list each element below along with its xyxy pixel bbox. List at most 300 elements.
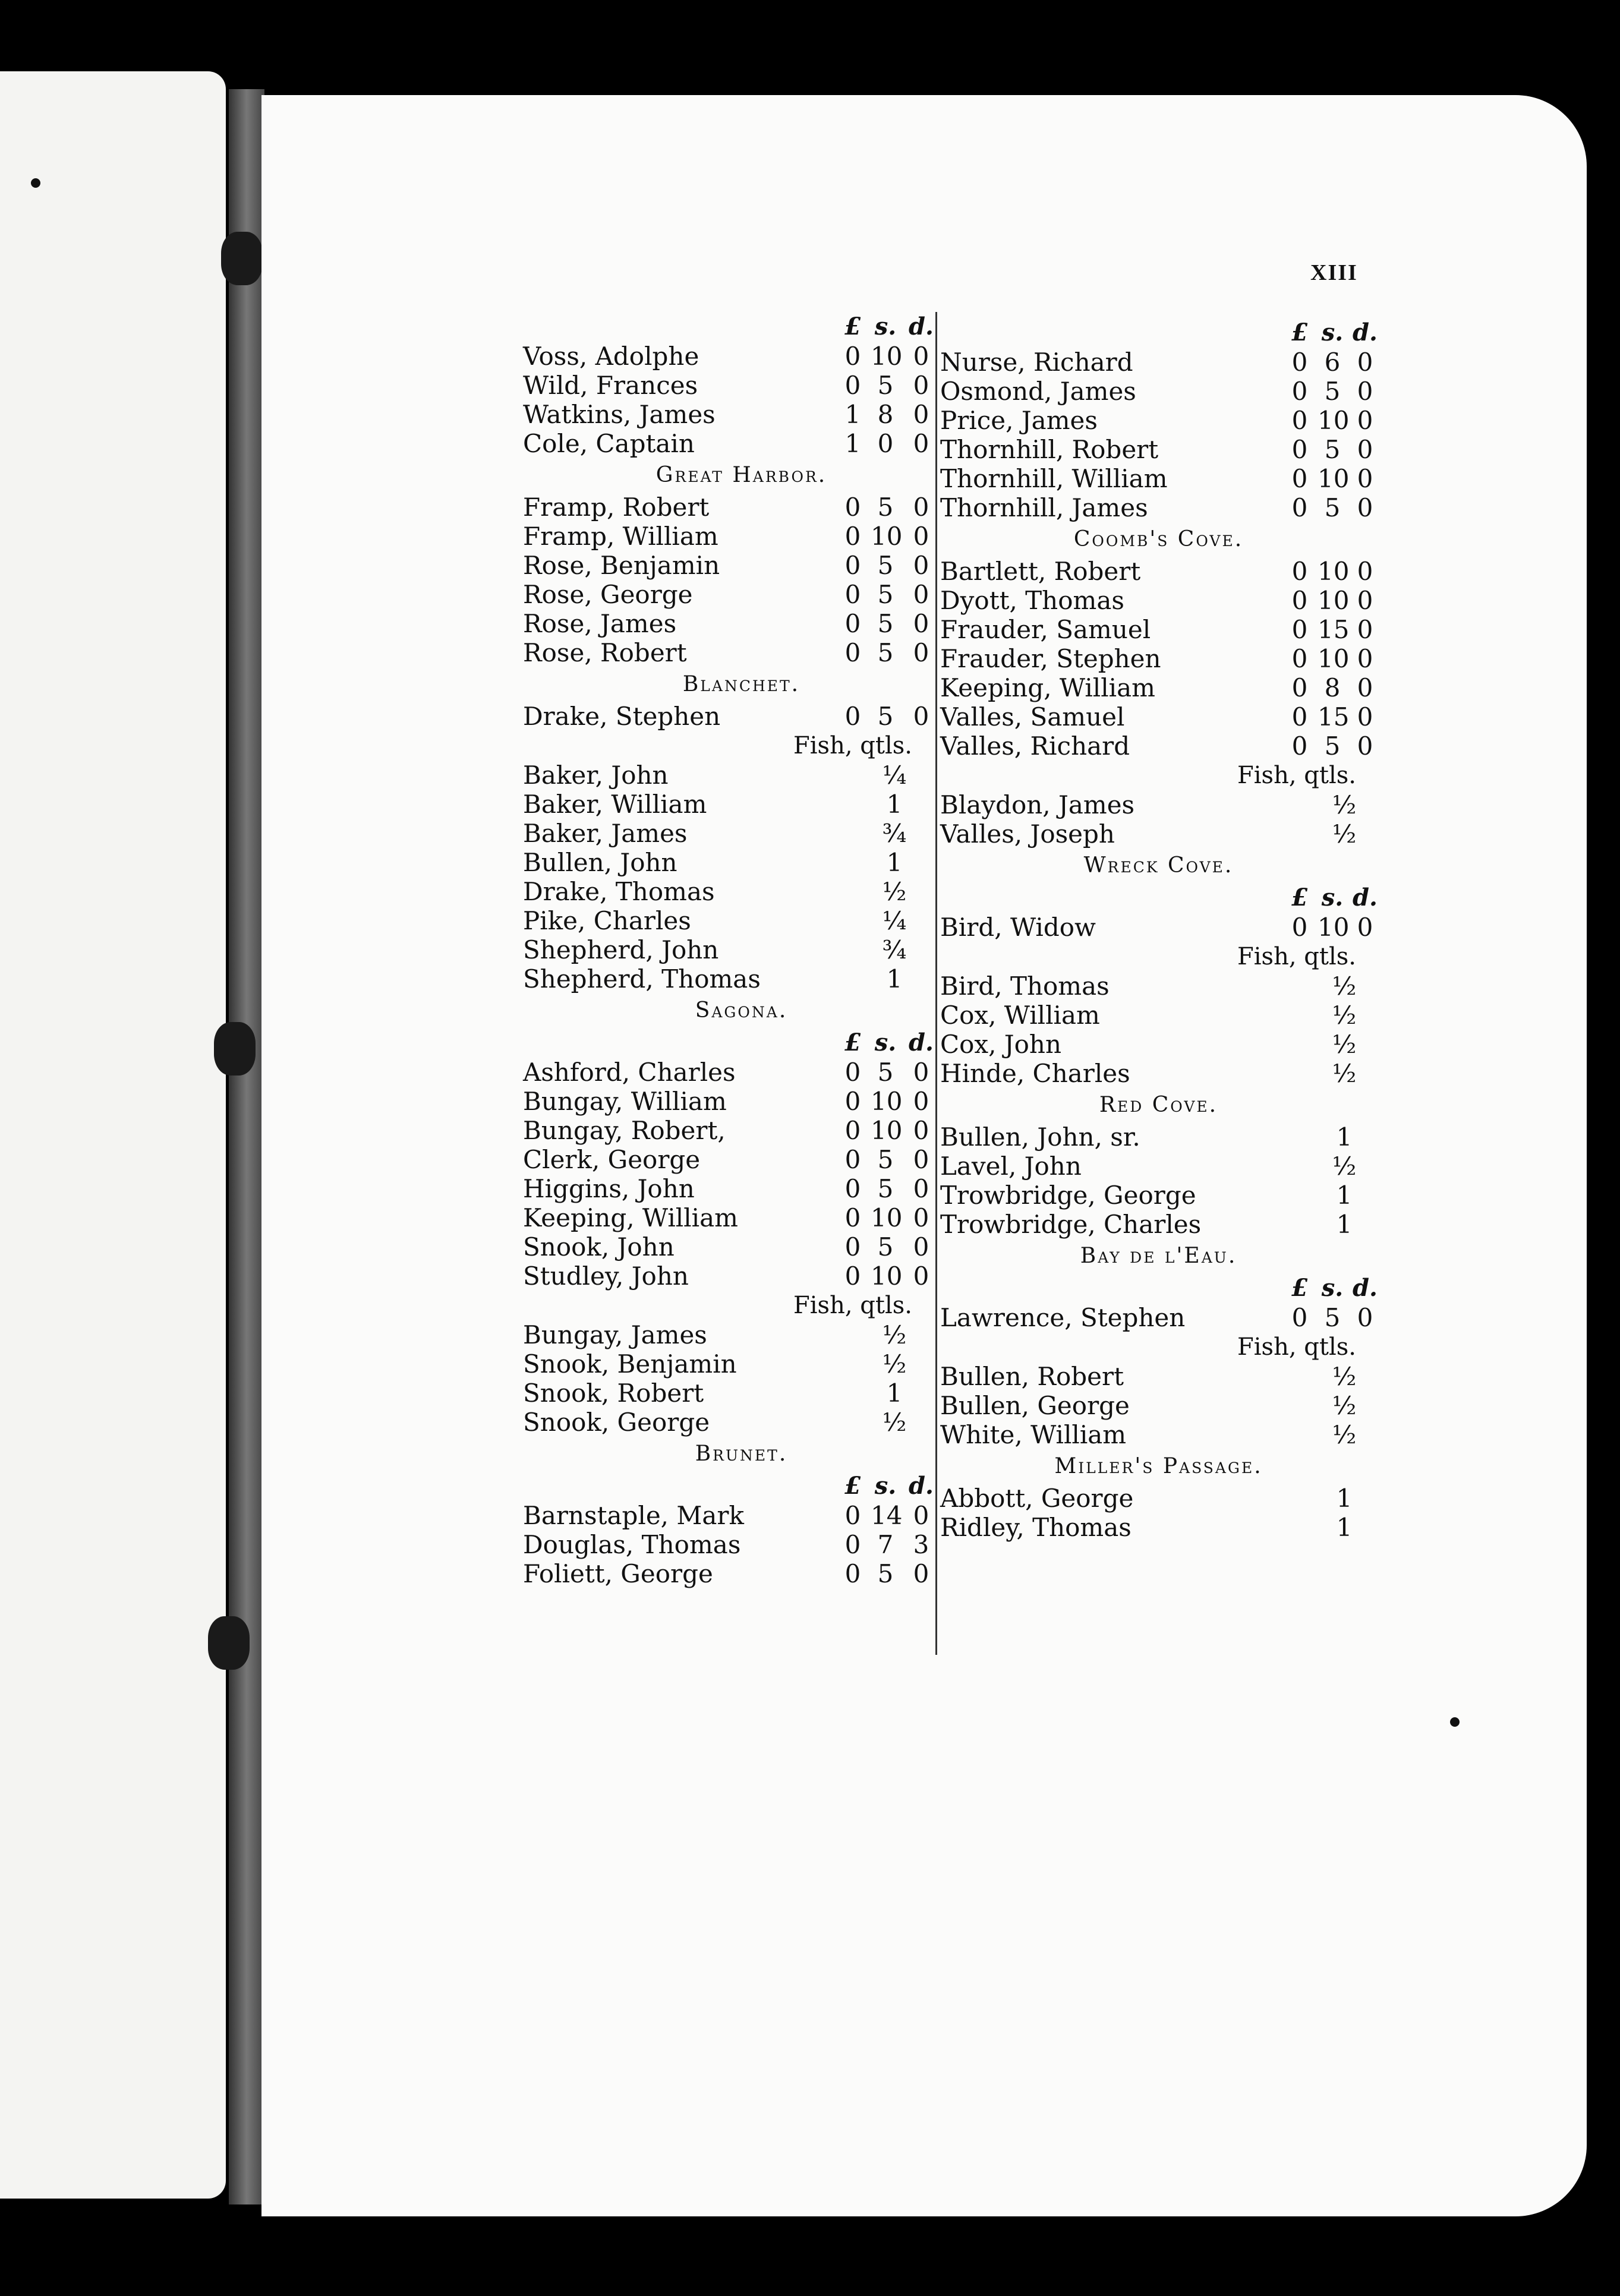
pence-label: d. <box>909 1029 934 1056</box>
subscriber-name: Clerk, George <box>523 1145 701 1174</box>
subscriber-name: Bird, Widow <box>940 913 1096 942</box>
subscriber-name: Foliett, George <box>523 1559 713 1588</box>
subscriber-row <box>523 1203 960 1232</box>
amount-pounds: 0 <box>844 522 861 551</box>
subscriber-row <box>523 609 960 638</box>
amount-pence: 0 <box>913 609 929 638</box>
subscriber-name: Snook, John <box>523 1232 675 1261</box>
subscriber-name: Ashford, Charles <box>523 1058 736 1087</box>
amount-pence: 0 <box>913 1559 929 1588</box>
subscriber-name: Bullen, George <box>940 1391 1130 1420</box>
subscriber-row <box>940 644 1377 673</box>
fish-quantity: ½ <box>1332 1059 1357 1088</box>
subscriber-row <box>523 371 960 400</box>
amount-shillings: 5 <box>1324 435 1341 464</box>
fish-header <box>940 942 1377 972</box>
amount-shillings: 10 <box>871 522 903 551</box>
fish-header <box>940 1332 1377 1362</box>
amount-shillings: 5 <box>877 1559 894 1588</box>
subscriber-name: Watkins, James <box>523 400 716 429</box>
shilling-label: s. <box>1321 318 1344 346</box>
left-column <box>523 312 960 1588</box>
amount-pence: 0 <box>913 493 929 522</box>
subscriber-row <box>940 1059 1377 1088</box>
subscriber-name: Rose, James <box>523 609 677 638</box>
binding-thread-knot <box>221 232 263 285</box>
amount-shillings: 8 <box>1324 673 1341 702</box>
subscriber-row <box>940 1152 1377 1181</box>
amount-shillings: 5 <box>1324 493 1341 522</box>
shilling-label: s. <box>874 313 897 340</box>
section-heading: Wreck Cove. <box>1083 853 1234 878</box>
subscriber-name: Barnstaple, Mark <box>523 1501 744 1530</box>
subscriber-row <box>523 1116 960 1145</box>
subscriber-row <box>940 615 1377 644</box>
subscriber-row <box>523 1174 960 1203</box>
pound-label: £ <box>1291 1274 1308 1302</box>
subscriber-row <box>940 586 1377 615</box>
subscriber-row <box>523 1320 960 1349</box>
amount-shillings: 5 <box>877 551 894 580</box>
amount-pounds: 0 <box>1291 464 1308 493</box>
subscriber-row <box>940 435 1377 464</box>
pence-label: d. <box>1353 318 1378 346</box>
subscriber-row <box>523 1145 960 1174</box>
fish-quantity: ½ <box>882 877 907 906</box>
subscriber-name: Osmond, James <box>940 377 1136 406</box>
subscriber-name: Price, James <box>940 406 1098 435</box>
amount-pence: 3 <box>913 1530 929 1559</box>
subscriber-name: Thornhill, Robert <box>940 435 1159 464</box>
pound-label: £ <box>844 1472 861 1500</box>
amount-pounds: 0 <box>1291 493 1308 522</box>
amount-pounds: 1 <box>844 429 861 458</box>
subscriber-name: Voss, Adolphe <box>523 342 699 371</box>
amount-pence: 0 <box>1357 673 1373 702</box>
subscriber-row <box>523 580 960 609</box>
subscriber-name: Frauder, Samuel <box>940 615 1151 644</box>
subscriber-name: Rose, Robert <box>523 638 687 667</box>
subscriber-row <box>523 638 960 667</box>
subscriber-name: Valles, Richard <box>940 731 1130 761</box>
subscriber-row <box>523 761 960 790</box>
section-heading: Sagona. <box>695 998 788 1023</box>
amount-shillings: 5 <box>877 702 894 731</box>
amount-pence: 0 <box>1357 493 1373 522</box>
subscriber-row <box>523 1058 960 1087</box>
amount-pounds: 0 <box>1291 348 1308 377</box>
fish-quantity: 1 <box>1336 1181 1353 1210</box>
subscriber-name: Cox, John <box>940 1030 1062 1059</box>
fish-header <box>523 1291 960 1320</box>
fish-quantity: 1 <box>886 964 903 994</box>
subscriber-row <box>523 848 960 877</box>
subscriber-name: White, William <box>940 1420 1127 1449</box>
amount-pence: 0 <box>913 1174 929 1203</box>
amount-shillings: 10 <box>1318 913 1350 942</box>
amount-pence: 0 <box>913 1261 929 1291</box>
amount-pence: 0 <box>1357 557 1373 586</box>
subscriber-row <box>523 1530 960 1559</box>
fish-quantity: 1 <box>886 790 903 819</box>
subscriber-row <box>940 1210 1377 1239</box>
amount-pounds: 0 <box>1291 377 1308 406</box>
amount-pounds: 0 <box>1291 586 1308 615</box>
amount-pounds: 0 <box>1291 673 1308 702</box>
amount-shillings: 5 <box>1324 1303 1341 1332</box>
amount-pounds: 0 <box>844 1058 861 1087</box>
amount-pence: 0 <box>1357 615 1373 644</box>
subscriber-name: Wild, Frances <box>523 371 698 400</box>
fish-quantity: ¼ <box>882 761 907 790</box>
amount-pounds: 0 <box>844 609 861 638</box>
shilling-label: s. <box>1321 884 1344 912</box>
currency-header <box>523 1028 960 1058</box>
shilling-label: s. <box>874 1472 897 1500</box>
amount-pence: 0 <box>1357 406 1373 435</box>
amount-pounds: 0 <box>844 580 861 609</box>
amount-pence: 0 <box>913 1058 929 1087</box>
subscriber-name: Baker, William <box>523 790 707 819</box>
amount-pounds: 0 <box>844 1261 861 1291</box>
subscriber-row <box>940 348 1377 377</box>
subscriber-name: Drake, Stephen <box>523 702 721 731</box>
subscriber-row <box>523 1559 960 1588</box>
amount-shillings: 5 <box>877 371 894 400</box>
subscriber-row <box>940 557 1377 586</box>
shilling-label: s. <box>1321 1274 1344 1302</box>
subscriber-name: Baker, James <box>523 819 688 848</box>
amount-pounds: 0 <box>844 551 861 580</box>
subscriber-name: Trowbridge, George <box>940 1181 1196 1210</box>
fish-quantity: ½ <box>1332 1391 1357 1420</box>
subscriber-name: Framp, Robert <box>523 493 710 522</box>
amount-shillings: 5 <box>1324 377 1341 406</box>
subscriber-name: Trowbridge, Charles <box>940 1210 1202 1239</box>
fish-quantity: ½ <box>1332 972 1357 1001</box>
subscriber-name: Cox, William <box>940 1001 1100 1030</box>
amount-shillings: 5 <box>877 638 894 667</box>
amount-shillings: 10 <box>1318 644 1350 673</box>
amount-pounds: 0 <box>844 1087 861 1116</box>
amount-shillings: 15 <box>1318 702 1350 731</box>
amount-pounds: 0 <box>844 1116 861 1145</box>
subscriber-name: Drake, Thomas <box>523 877 715 906</box>
currency-header <box>940 883 1377 913</box>
pound-label: £ <box>1291 884 1308 912</box>
amount-pence: 0 <box>1357 644 1373 673</box>
amount-pounds: 0 <box>1291 435 1308 464</box>
subscriber-name: Shepherd, John <box>523 935 719 964</box>
subscriber-name: Keeping, William <box>523 1203 738 1232</box>
fish-quantity: ½ <box>882 1349 907 1379</box>
pound-label: £ <box>844 1029 861 1056</box>
subscriber-name: Cole, Captain <box>523 429 695 458</box>
amount-pounds: 0 <box>1291 406 1308 435</box>
subscriber-row <box>523 819 960 848</box>
subscriber-name: Higgins, John <box>523 1174 695 1203</box>
amount-shillings: 5 <box>877 1232 894 1261</box>
amount-pence: 0 <box>913 1203 929 1232</box>
amount-shillings: 5 <box>877 493 894 522</box>
subscriber-row <box>940 819 1377 849</box>
subscriber-row <box>940 972 1377 1001</box>
amount-pounds: 0 <box>1291 702 1308 731</box>
amount-pounds: 0 <box>844 1174 861 1203</box>
subscriber-name: Bullen, John, sr. <box>940 1122 1140 1152</box>
amount-pounds: 0 <box>1291 644 1308 673</box>
subscriber-name: Valles, Samuel <box>940 702 1125 731</box>
amount-pounds: 0 <box>844 1232 861 1261</box>
currency-header <box>523 1471 960 1501</box>
amount-shillings: 0 <box>877 429 894 458</box>
amount-pounds: 0 <box>1291 913 1308 942</box>
amount-pounds: 0 <box>844 1145 861 1174</box>
currency-header <box>940 318 1377 348</box>
amount-pounds: 0 <box>844 493 861 522</box>
subscriber-name: Snook, Benjamin <box>523 1349 737 1379</box>
amount-shillings: 5 <box>877 609 894 638</box>
amount-shillings: 14 <box>871 1501 903 1530</box>
section-heading: Coomb's Cove. <box>1073 527 1244 551</box>
amount-pence: 0 <box>1357 586 1373 615</box>
amount-pence: 0 <box>1357 731 1373 761</box>
fish-quantity: ¼ <box>882 906 907 935</box>
subscriber-name: Shepherd, Thomas <box>523 964 761 994</box>
fish-quantity: ½ <box>882 1408 907 1437</box>
amount-pence: 0 <box>1357 377 1373 406</box>
subscriber-name: Pike, Charles <box>523 906 691 935</box>
amount-pence: 0 <box>1357 348 1373 377</box>
subscriber-row <box>940 1001 1377 1030</box>
subscriber-name: Bungay, Robert, <box>523 1116 726 1145</box>
fish-quintals-label: Fish, qtls. <box>1237 1333 1356 1361</box>
fish-quantity: ½ <box>1332 1030 1357 1059</box>
subscriber-name: Lavel, John <box>940 1152 1082 1181</box>
subscriber-row <box>523 1379 960 1408</box>
fish-quintals-label: Fish, qtls. <box>1237 943 1356 970</box>
subscriber-row <box>940 913 1377 942</box>
fish-quantity: 1 <box>1336 1513 1353 1542</box>
subscriber-name: Blaydon, James <box>940 790 1135 819</box>
amount-pounds: 0 <box>844 702 861 731</box>
subscriber-name: Bungay, James <box>523 1320 707 1349</box>
subscriber-name: Nurse, Richard <box>940 348 1133 377</box>
amount-pence: 0 <box>913 1232 929 1261</box>
subscriber-name: Framp, William <box>523 522 718 551</box>
subscriber-name: Bullen, John <box>523 848 677 877</box>
fish-quantity: ½ <box>1332 1420 1357 1449</box>
subscriber-row <box>523 702 960 731</box>
pence-label: d. <box>1353 884 1378 912</box>
amount-pence: 0 <box>1357 435 1373 464</box>
subscriber-name: Frauder, Stephen <box>940 644 1161 673</box>
amount-pence: 0 <box>913 429 929 458</box>
subscriber-name: Abbott, George <box>940 1484 1134 1513</box>
subscriber-name: Hinde, Charles <box>940 1059 1130 1088</box>
subscriber-row <box>523 551 960 580</box>
book-binding <box>229 89 264 2204</box>
fish-quintals-label: Fish, qtls. <box>793 1292 912 1319</box>
subscriber-row <box>940 493 1377 522</box>
subscriber-row <box>940 464 1377 493</box>
subscriber-name: Baker, John <box>523 761 669 790</box>
fish-quantity: ½ <box>1332 819 1357 849</box>
amount-shillings: 10 <box>871 1203 903 1232</box>
subscriber-row <box>940 406 1377 435</box>
section-heading: Brunet. <box>695 1442 788 1466</box>
subscriber-row <box>523 935 960 964</box>
subscriber-row <box>523 1087 960 1116</box>
fish-quantity: ¾ <box>882 935 907 964</box>
fish-quantity: 1 <box>1336 1484 1353 1513</box>
subscriber-name: Rose, George <box>523 580 693 609</box>
subscriber-row <box>523 877 960 906</box>
subscriber-row <box>523 493 960 522</box>
amount-shillings: 10 <box>1318 557 1350 586</box>
amount-pence: 0 <box>913 1145 929 1174</box>
amount-pence: 0 <box>1357 913 1373 942</box>
subscriber-row <box>940 731 1377 761</box>
binding-thread-knot <box>214 1022 256 1076</box>
amount-pence: 0 <box>913 1501 929 1530</box>
subscriber-row <box>523 964 960 994</box>
amount-pounds: 0 <box>1291 1303 1308 1332</box>
amount-pence: 0 <box>913 1116 929 1145</box>
amount-shillings: 15 <box>1318 615 1350 644</box>
amount-pounds: 0 <box>1291 557 1308 586</box>
page-number: XIII <box>1310 260 1358 285</box>
amount-shillings: 10 <box>871 1116 903 1145</box>
fish-quantity: ½ <box>882 1320 907 1349</box>
subscriber-name: Thornhill, William <box>940 464 1168 493</box>
fish-quintals-label: Fish, qtls. <box>1237 762 1356 789</box>
subscriber-name: Dyott, Thomas <box>940 586 1124 615</box>
subscriber-row <box>940 702 1377 731</box>
amount-pounds: 0 <box>1291 615 1308 644</box>
subscriber-row <box>523 1501 960 1530</box>
amount-shillings: 5 <box>1324 731 1341 761</box>
subscriber-name: Studley, John <box>523 1261 689 1291</box>
subscriber-row <box>523 1408 960 1437</box>
fish-quintals-label: Fish, qtls. <box>793 732 912 759</box>
amount-pounds: 0 <box>844 1530 861 1559</box>
amount-pence: 0 <box>913 702 929 731</box>
amount-shillings: 10 <box>1318 586 1350 615</box>
amount-pounds: 0 <box>844 342 861 371</box>
subscriber-name: Bungay, William <box>523 1087 727 1116</box>
amount-pence: 0 <box>1357 702 1373 731</box>
subscriber-row <box>940 1122 1377 1152</box>
amount-pounds: 0 <box>844 638 861 667</box>
subscriber-row <box>940 1513 1377 1542</box>
amount-pence: 0 <box>913 1087 929 1116</box>
subscriber-name: Thornhill, James <box>940 493 1148 522</box>
amount-pence: 0 <box>913 551 929 580</box>
subscriber-name: Bullen, Robert <box>940 1362 1124 1391</box>
fish-header <box>523 731 960 761</box>
subscriber-row <box>523 342 960 371</box>
amount-pence: 0 <box>1357 464 1373 493</box>
pound-label: £ <box>1291 318 1308 346</box>
currency-header <box>523 312 960 342</box>
subscriber-name: Valles, Joseph <box>940 819 1115 849</box>
fish-quantity: ¾ <box>882 819 907 848</box>
subscriber-name: Rose, Benjamin <box>523 551 720 580</box>
subscriber-name: Douglas, Thomas <box>523 1530 741 1559</box>
subscriber-row <box>523 790 960 819</box>
fish-quantity: 1 <box>1336 1210 1353 1239</box>
currency-header <box>940 1273 1377 1303</box>
shilling-label: s. <box>874 1029 897 1056</box>
subscriber-row <box>940 673 1377 702</box>
amount-shillings: 8 <box>877 400 894 429</box>
pence-label: d. <box>909 313 934 340</box>
amount-pounds: 0 <box>844 371 861 400</box>
section-heading: Bay de l'Eau. <box>1080 1244 1237 1268</box>
section-heading: Blanchet. <box>682 672 800 696</box>
amount-pounds: 0 <box>844 1501 861 1530</box>
subscriber-name: Snook, George <box>523 1408 710 1437</box>
amount-shillings: 7 <box>877 1530 894 1559</box>
pound-label: £ <box>844 313 861 340</box>
subscriber-row <box>523 906 960 935</box>
amount-shillings: 5 <box>877 1145 894 1174</box>
amount-shillings: 5 <box>877 1174 894 1203</box>
amount-pounds: 0 <box>844 1203 861 1232</box>
subscriber-row <box>940 790 1377 819</box>
amount-shillings: 10 <box>871 1087 903 1116</box>
subscriber-row <box>523 1349 960 1379</box>
subscriber-row <box>940 1362 1377 1391</box>
fish-quantity: ½ <box>1332 1001 1357 1030</box>
right-column <box>940 318 1377 1542</box>
fish-header <box>940 761 1377 790</box>
amount-shillings: 10 <box>1318 464 1350 493</box>
subscriber-name: Bird, Thomas <box>940 972 1110 1001</box>
subscriber-row <box>523 400 960 429</box>
amount-pence: 0 <box>913 638 929 667</box>
subscriber-row <box>940 1484 1377 1513</box>
pence-label: d. <box>1353 1274 1378 1302</box>
subscriber-row <box>940 377 1377 406</box>
subscriber-row <box>523 1261 960 1291</box>
binding-thread-knot <box>208 1616 250 1670</box>
section-heading: Miller's Passage. <box>1054 1454 1263 1478</box>
amount-shillings: 10 <box>1318 406 1350 435</box>
amount-shillings: 5 <box>877 580 894 609</box>
subscriber-row <box>940 1391 1377 1420</box>
subscriber-row <box>940 1181 1377 1210</box>
amount-pence: 0 <box>913 400 929 429</box>
page-speck <box>31 178 40 188</box>
subscriber-row <box>940 1420 1377 1449</box>
amount-pence: 0 <box>913 342 929 371</box>
subscriber-row <box>940 1030 1377 1059</box>
amount-pence: 0 <box>913 522 929 551</box>
subscriber-name: Keeping, William <box>940 673 1155 702</box>
subscriber-row <box>523 1232 960 1261</box>
subscriber-name: Lawrence, Stephen <box>940 1303 1186 1332</box>
subscriber-name: Bartlett, Robert <box>940 557 1141 586</box>
subscriber-row <box>940 1303 1377 1332</box>
amount-pounds: 0 <box>1291 731 1308 761</box>
fish-quantity: 1 <box>886 848 903 877</box>
section-heading: Great Harbor. <box>655 463 827 487</box>
fish-quantity: ½ <box>1332 1152 1357 1181</box>
section-heading: Red Cove. <box>1099 1093 1218 1117</box>
amount-pounds: 0 <box>844 1559 861 1588</box>
